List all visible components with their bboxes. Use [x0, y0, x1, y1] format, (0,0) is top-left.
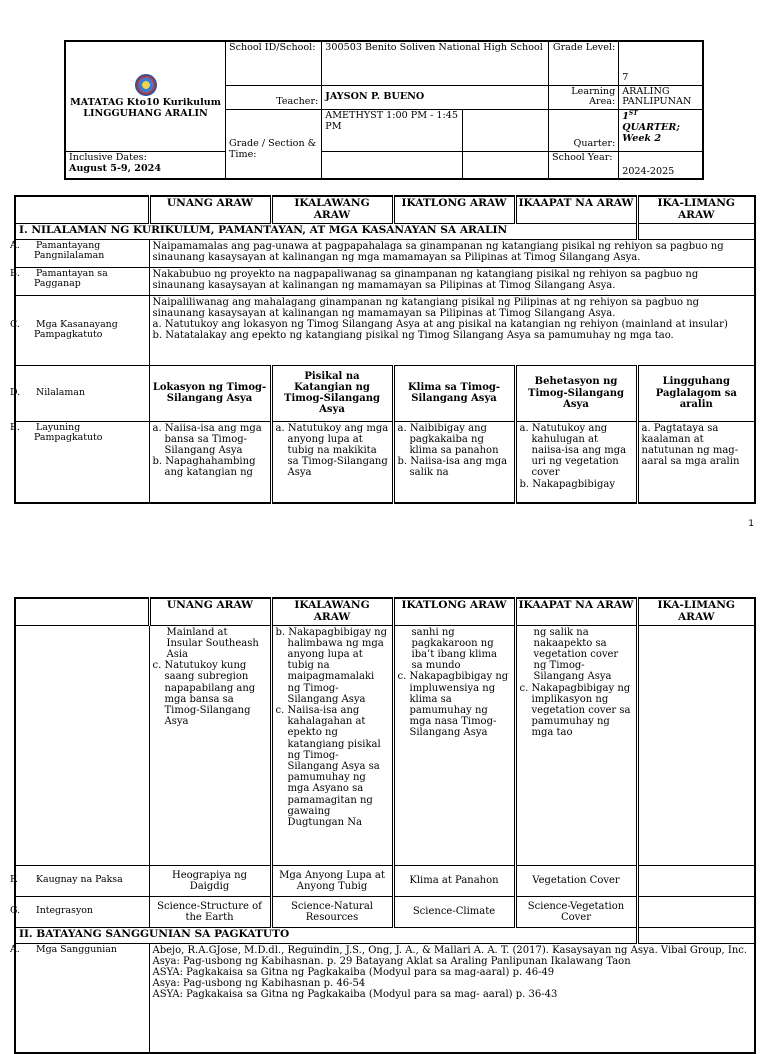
teacher-value: JAYSON P. BUENO — [322, 85, 549, 109]
day-header-3: IKATLONG ARAW — [393, 598, 515, 625]
quarter-label: Quarter: — [549, 109, 619, 151]
layunin-cont-day-3 — [393, 625, 515, 865]
area-label: Learning Area: — [549, 85, 619, 109]
row-a-label — [10, 239, 149, 267]
school-logo-cell — [65, 41, 226, 151]
layunin-item: a. Naibibigay ang pagkakaiba ng klima sa panahon — [397, 422, 499, 457]
grade-label: Grade Level: — [549, 41, 619, 85]
row-e-label — [10, 421, 149, 503]
section2-title: II. BATAYANG SANGGUNIAN SA PAGKATUTO — [15, 927, 637, 943]
kasanayan-intro: Naipaliliwanag ang mahalagang ginampanan ng katangiang pisikal ng Pilipinas at ng rehiyon sa pagbuo ng sinaunang kasaysayan at kalinangan ng mamamayan sa Pilipinas at Timog Silangang Asya. — [152, 296, 700, 319]
reference-item: Asya: Pag-usbong ng Kabihasnan p. 46-54 — [152, 978, 366, 990]
layunin-cont-day-4 — [515, 625, 637, 865]
layunin-item: b. Nakapagbibigay — [519, 478, 615, 490]
integrasyon-day-4: Science-Vegetation Cover — [515, 896, 637, 927]
layunin-item: c. Nakapagbibigay ng impluwensiya ng klima sa pamumuhay ng mga nasa Timog-Silangang Asya — [397, 671, 509, 739]
kasanayang-pampagkatuto — [149, 295, 755, 365]
dates-value: August 5-9, 2024 — [69, 162, 161, 174]
section-spacer — [462, 109, 548, 151]
kaugnay-day-1: Heograpiya ng Daigdig — [149, 865, 271, 896]
layunin-item: c. Nakapagbibigay ng implikasyon ng vegetation cover sa pamumuhay ng mga tao — [519, 682, 631, 739]
reference-item: Abejo, R.A.GJose, M.D.dl., Reguindin, J.S., Ong, J. A., & Mallari A. A. T. (2017). Kasaysayan ng Asya. Vibal Group, Inc. — [152, 944, 748, 956]
section2-title-spacer — [637, 927, 755, 943]
nilalaman-day-3: Klima sa Timog-Silangang Asya — [393, 365, 515, 421]
quarter-value — [619, 109, 703, 151]
layunin-cont-day-5 — [637, 625, 755, 865]
quarter-rest: QUARTER; — [622, 121, 680, 133]
sanggunian-list — [149, 943, 755, 1053]
day-header-1: UNANG ARAW — [149, 598, 271, 625]
row-d-label — [10, 365, 149, 421]
row-d-letter: D. — [10, 386, 21, 398]
layunin-cont-day-2 — [271, 625, 393, 865]
kaugnay-day-4: Vegetation Cover — [515, 865, 637, 896]
year-label: School Year: — [549, 151, 619, 179]
day-header-4: IKAAPAT NA ARAW — [515, 196, 637, 223]
layunin-cont-label — [15, 625, 149, 865]
pamantayang-pangnilalaman: Naipamamalas ang pag-unawa at pagpapahalaga sa ginampanan ng katangiang pisikal ng rehiyon sa pagbuo ng sinaunang kasaysayan at kalinangan ng mga mamamayan sa Pilipinas at Timog Silangang Asya. — [149, 239, 755, 267]
header-table — [64, 40, 704, 180]
layunin-item: c. Natutukoy kung saang subregion napapabilang ang mga bansa sa Timog-Silangang Asya — [152, 660, 256, 728]
kasanayan-item-b: b. Natatalakay ang epekto ng katangiang pisikal ng Timog Silangang Asya sa pamumuhay ng mga tao. — [152, 330, 674, 342]
layunin-item: Mainland at Insular Southeash Asia — [166, 626, 259, 661]
row-f-letter: F. — [10, 874, 19, 886]
quarter-num: 1 — [622, 111, 629, 123]
day-header-3: IKATLONG ARAW — [393, 196, 515, 223]
row-e-letter: E. — [10, 421, 20, 433]
school-name: MATATAG Kto10 Kurikulum — [70, 97, 221, 109]
integrasyon-day-3: Science-Climate — [393, 896, 515, 927]
kaugnay-day-5 — [637, 865, 755, 896]
nilalaman-day-4: Behetasyon ng Timog-Silangang Asya — [515, 365, 637, 421]
day-header-2: IKALAWANG ARAW — [271, 598, 393, 625]
layunin-item: b. Naiisa-isa ang mga salik na — [397, 456, 508, 479]
row-e-text: Layuning Pampagkatuto — [34, 421, 103, 444]
layunin-item: b. Napaghahambing ang katangian ng — [152, 456, 256, 479]
row-d-text: Nilalaman — [36, 386, 85, 398]
nilalaman-day-2: Pisikal na Katangian ng Timog-Silangang Asya — [271, 365, 393, 421]
dates-spacer-2 — [462, 151, 548, 179]
integrasyon-day-2: Science-Natural Resources — [271, 896, 393, 927]
reference-item: Asya: Pag-usbong ng Kabihasnan. p. 29 Batayang Aklat sa Araling Panlipunan Ikalawang Taon — [152, 955, 631, 967]
row-b-text: Pamantayan sa Pagganap — [34, 267, 108, 290]
page-number: 1 — [748, 519, 754, 529]
layunin-day-1 — [149, 421, 271, 503]
layunin-cont-day-1 — [149, 625, 271, 865]
day-header-blank — [15, 598, 149, 625]
layunin-item: a. Natutukoy ang mga anyong lupa at tubig na makikita sa Timog-Silangang Asya — [275, 422, 389, 479]
row-f-label — [10, 865, 149, 896]
layunin-item: a. Naiisa-isa ang mga bansa sa Timog-Silangang Asya — [152, 422, 262, 457]
kaugnay-day-2: Mga Anyong Lupa at Anyong Tubig — [271, 865, 393, 896]
row-g-letter: G. — [10, 905, 21, 917]
row-c-label — [10, 295, 149, 365]
reference-item: ASYA: Pagkakaisa sa Gitna ng Pagkakaiba (Modyul para sa mag- aaral) p. 36-43 — [152, 989, 558, 1001]
row-a-text: Pamantayang Pangnilalaman — [34, 239, 105, 262]
deped-seal-icon — [135, 74, 157, 96]
layunin-item: c. Naiisa-isa ang kahalagahan at epekto ng katangiang pisikal ng Timog-Silangang Asya sa pamumuhay ng mga Asyano sa pamamagitan ng gawaing Dugtungan Na — [275, 705, 381, 828]
kasanayan-item-a: a. Natutukoy ang lokasyon ng Timog Silangang Asya at ang pisikal na katangian ng rehiyon (mainland at insular) — [152, 319, 728, 331]
quarter-sup: ST — [628, 109, 638, 117]
sanggunian-text: Mga Sanggunian — [36, 943, 117, 955]
day-header-blank — [15, 196, 149, 223]
reference-item: ASYA: Pagkakaisa sa Gitna ng Pagkakaiba (Modyul para sa mag-aaral) p. 46-49 — [152, 967, 555, 979]
layunin-item: a. Pagtataya sa kaalaman at natutunan ng mag-aaral sa mga aralin — [641, 422, 740, 468]
dates-cell — [65, 151, 226, 179]
school-value: 300503 Benito Soliven National High School — [322, 41, 549, 85]
sanggunian-label — [10, 943, 149, 1053]
nilalaman-day-5: Lingguhang Paglalagom sa aralin — [637, 365, 755, 421]
row-c-letter: C. — [10, 318, 20, 330]
day-header-5: IKA-LIMANG ARAW — [637, 196, 755, 223]
section1-title: I. NILALAMAN NG KURIKULUM, PAMANTAYAN, AT MGA KASANAYAN SA ARALIN — [15, 223, 637, 239]
section-value: AMETHYST 1:00 PM - 1:45 PM — [322, 109, 462, 151]
day-header-5: IKA-LIMANG ARAW — [637, 598, 755, 625]
layunin-item: ng salik na nakaapekto sa vegetation cover ng Timog-Silangang Asya — [533, 626, 619, 683]
layunin-item: b. Nakapagbibigay ng halimbawa ng mga anyong lupa at tubig na maipagmamalaki ng Timog-Silangang Asya — [275, 626, 387, 705]
row-c-text: Mga Kasanayang Pampagkatuto — [34, 318, 118, 341]
day-header-1: UNANG ARAW — [149, 196, 271, 223]
row-a-letter: A. — [10, 239, 20, 251]
plan-title: LINGGUHANG ARALIN — [83, 107, 208, 119]
school-label: School ID/School: — [226, 41, 322, 85]
section-label: Grade / Section & Time: — [226, 109, 322, 179]
integrasyon-day-1: Science-Structure of the Earth — [149, 896, 271, 927]
row-f-text: Kaugnay na Paksa — [36, 874, 123, 886]
grade-value: 7 — [619, 41, 703, 85]
kaugnay-day-3: Klima at Panahon — [393, 865, 515, 896]
layunin-day-2 — [271, 421, 393, 503]
nilalaman-day-1: Lokasyon ng Timog-Silangang Asya — [149, 365, 271, 421]
layunin-day-4 — [515, 421, 637, 503]
lesson-table-page1 — [10, 195, 756, 504]
row-g-text: Integrasyon — [36, 905, 93, 917]
row-b-label — [10, 267, 149, 295]
layunin-item: a. Natutukoy ang kahulugan at naiisa-isa ang mga uri ng vegetation cover — [519, 422, 627, 479]
row-b-letter: B. — [10, 267, 20, 279]
integrasyon-day-5 — [637, 896, 755, 927]
teacher-label: Teacher: — [226, 85, 322, 109]
lesson-table-page2 — [10, 597, 756, 1054]
sanggunian-letter: A. — [10, 943, 20, 955]
layunin-item: sanhi ng pagkakaroon ng iba’t ibang klima sa mundo — [411, 626, 497, 672]
row-g-label — [10, 896, 149, 927]
section1-title-spacer — [637, 223, 755, 239]
day-header-4: IKAAPAT NA ARAW — [515, 598, 637, 625]
dates-spacer — [322, 151, 462, 179]
day-header-2: IKALAWANG ARAW — [271, 196, 393, 223]
week-value: Week 2 — [622, 132, 662, 144]
pamantayan-sa-pagganap: Nakabubuo ng proyekto na nagpapaliwanag sa ginampanan ng katangiang pisikal ng rehiyon sa pagbuo ng sinaunang kasaysayan at kalinangan ng mamamayan sa Pilipinas at Timog Silangang Asya. — [149, 267, 755, 295]
dates-label: Inclusive Dates: — [69, 151, 147, 163]
area-value: ARALING PANLIPUNAN — [619, 85, 703, 109]
year-value: 2024-2025 — [619, 151, 703, 179]
layunin-day-3 — [393, 421, 515, 503]
layunin-day-5 — [637, 421, 755, 503]
